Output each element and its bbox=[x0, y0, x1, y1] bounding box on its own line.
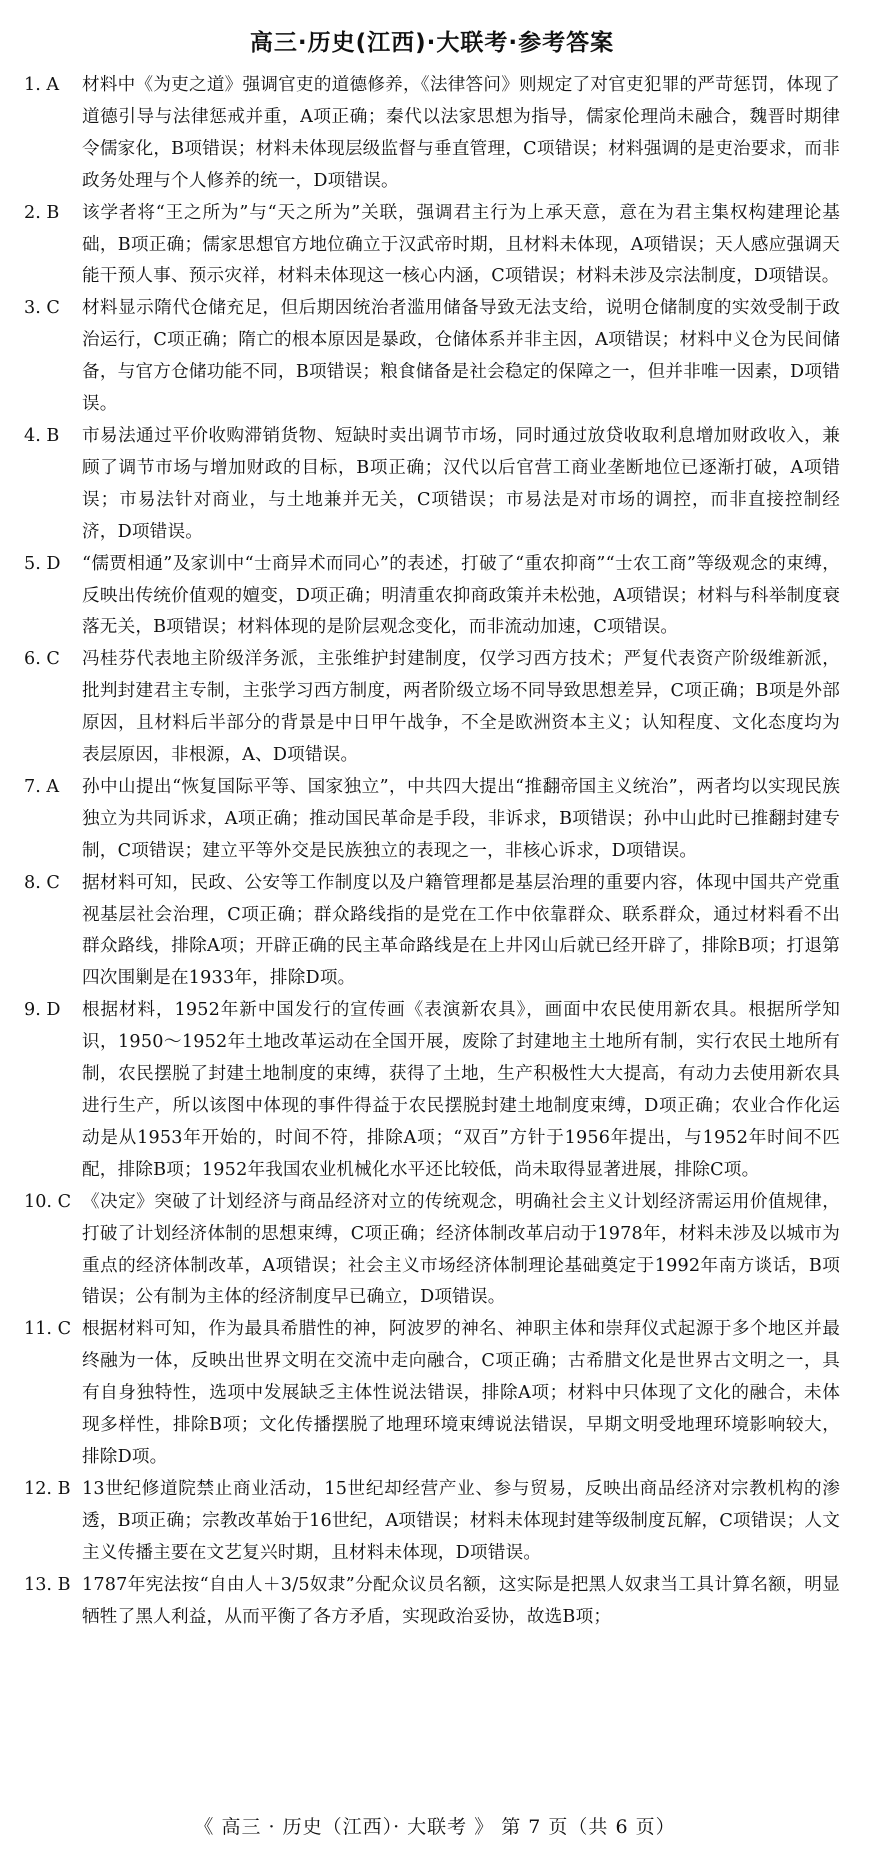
page-footer: 《 高三 · 历史（江西）· 大联考 》 第 7 页（共 6 页） bbox=[194, 1816, 676, 1838]
answer-label: 2. B bbox=[24, 202, 60, 223]
answer-label: 7. A bbox=[24, 776, 60, 797]
answer-label: 3. C bbox=[24, 298, 60, 319]
answer-item-12 bbox=[24, 1474, 840, 1570]
answer-explanation: 该学者将“王之所为”与“天之所为”关联，强调君主行为上承天意，意在为君主集权构建理论基础，B项正确；儒家思想官方地位确立于汉武帝时期，且材料未体现，A项错误；天人感应强调天能干预人事、预示灾祥，材料未体现这一核心内涵，C项错误；材料未涉及宗法制度，D项错误。 bbox=[82, 202, 840, 287]
answer-item-3 bbox=[24, 293, 840, 421]
answer-item-1 bbox=[24, 70, 840, 198]
answer-label: 8. C bbox=[24, 872, 60, 893]
answer-explanation: “儒贾相通”及家训中“士商异术而同心”的表述，打破了“重农抑商”“士农工商”等级观念的束缚，反映出传统价值观的嬗变，D项正确；明清重农抑商政策并未松弛，A项错误；材料与科举制度衰落无关，B项错误；材料体现的是阶层观念变化，而非流动加速，C项错误。 bbox=[82, 553, 840, 638]
page-title: 高三·历史(江西)·大联考·参考答案 bbox=[249, 30, 615, 56]
answer-item-10 bbox=[24, 1187, 840, 1315]
answer-list bbox=[24, 70, 840, 1633]
answer-explanation: 根据材料可知，作为最具希腊性的神，阿波罗的神名、神职主体和崇拜仪式起源于多个地区并最终融为一体，反映出世界文明在交流中走向融合，C项正确；古希腊文化是世界古文明之一，具有自身独特性，选项中发展缺乏主体性说法错误，排除A项；材料中只体现了文化的融合，未体现多样性，排除B项；文化传播摆脱了地理环境束缚说法错误，早期文明受地理环境影响较大，排除D项。 bbox=[82, 1319, 840, 1467]
answer-explanation: 《决定》突破了计划经济与商品经济对立的传统观念，明确社会主义计划经济需运用价值规律，打破了计划经济体制的思想束缚，C项正确；经济体制改革启动于1978年，材料未涉及以城市为重点的经济体制改革，A项错误；社会主义市场经济体制理论基础奠定于1992年南方谈话，B项错误；公有制为主体的经济制度早已确立，D项错误。 bbox=[82, 1191, 840, 1308]
answer-label: 12. B bbox=[24, 1478, 71, 1499]
answer-item-13 bbox=[24, 1570, 840, 1634]
answer-item-11 bbox=[24, 1314, 840, 1474]
answer-explanation: 根据材料，1952年新中国发行的宣传画《表演新农具》，画面中农民使用新农具。根据所学知识，1950～1952年土地改革运动在全国开展，废除了封建地主土地所有制，实行农民土地所有制，农民摆脱了封建土地制度的束缚，获得了土地，生产积极性大大提高，有动力去使用新农具进行生产，所以该图中体现的事件得益于农民摆脱封建土地制度束缚，D项正确；农业合作化运动是从1953年开始的，时间不符，排除A项；“双百”方针于1956年提出，与1952年时间不匹配，排除B项；1952年我国农业机械化水平还比较低，尚未取得显著进展，排除C项。 bbox=[82, 1000, 840, 1180]
answer-item-4 bbox=[24, 421, 840, 549]
answer-item-6 bbox=[24, 644, 840, 772]
answer-item-9 bbox=[24, 995, 840, 1186]
answer-item-2 bbox=[24, 198, 840, 294]
answer-label: 1. A bbox=[24, 75, 60, 95]
answer-label: 13. B bbox=[24, 1574, 71, 1595]
answer-label: 4. B bbox=[24, 425, 60, 446]
answer-item-7 bbox=[24, 772, 840, 868]
answer-label: 10. C bbox=[24, 1191, 72, 1212]
answer-explanation: 孙中山提出“恢复国际平等、国家独立”，中共四大提出“推翻帝国主义统治”，两者均以实现民族独立为共同诉求，A项正确；推动国民革命是手段，非诉求，B项错误；孙中山此时已推翻封建专制，C项错误；建立平等外交是民族独立的表现之一，非核心诉求，D项错误。 bbox=[82, 776, 840, 861]
answer-explanation: 市易法通过平价收购滞销货物、短缺时卖出调节市场，同时通过放贷收取利息增加财政收入，兼顾了调节市场与增加财政的目标，B项正确；汉代以后官营工商业垄断地位已逐渐打破，A项错误；市易法针对商业，与土地兼并无关，C项错误；市易法是对市场的调控，而非直接控制经济，D项错误。 bbox=[82, 425, 840, 542]
answer-label: 5. D bbox=[24, 553, 61, 574]
answer-label: 6. C bbox=[24, 649, 60, 670]
answer-label: 11. C bbox=[24, 1319, 72, 1340]
answer-explanation: 冯桂芬代表地主阶级洋务派，主张维护封建制度，仅学习西方技术；严复代表资产阶级维新派，批判封建君主专制，主张学习西方制度，两者阶级立场不同导致思想差异，C项正确；B项是外部原因，且材料后半部分的背景是中日甲午战争，不全是欧洲资本主义；认知程度、文化态度均为表层原因，非根源，A、D项错误。 bbox=[82, 649, 840, 766]
answer-explanation: 材料中《为吏之道》强调官吏的道德修养，《法律答问》则规定了对官吏犯罪的严苛惩罚，体现了道德引导与法律惩戒并重，A项正确；秦代以法家思想为指导，儒家伦理尚未融合，魏晋时期律令儒家化，B项错误；材料未体现层级监督与垂直管理，C项错误；材料强调的是吏治要求，而非政务处理与个人修养的统一，D项错误。 bbox=[82, 75, 840, 191]
answer-explanation: 据材料可知，民政、公安等工作制度以及户籍管理都是基层治理的重要内容，体现中国共产党重视基层社会治理，C项正确；群众路线指的是党在工作中依靠群众、联系群众，通过材料看不出群众路线，排除A项；开辟正确的民主革命路线是在上井冈山后就已经开辟了，排除B项；打退第四次围剿是在1933年，排除D项。 bbox=[82, 872, 840, 989]
answer-explanation: 13世纪修道院禁止商业活动，15世纪却经营产业、参与贸易，反映出商品经济对宗教机构的渗透，B项正确；宗教改革始于16世纪，A项错误；材料未体现封建等级制度瓦解，C项错误；人文主义传播主要在文艺复兴时期，且材料未体现，D项错误。 bbox=[82, 1478, 840, 1563]
answer-item-8 bbox=[24, 868, 840, 996]
answer-item-5 bbox=[24, 549, 840, 645]
answer-explanation: 1787年宪法按“自由人＋3/5奴隶”分配众议员名额，这实际是把黑人奴隶当工具计算名额，明显牺牲了黑人利益，从而平衡了各方矛盾，实现政治妥协，故选B项； bbox=[82, 1574, 840, 1627]
answer-label: 9. D bbox=[24, 1000, 61, 1021]
answer-explanation: 材料显示隋代仓储充足，但后期因统治者滥用储备导致无法支给，说明仓储制度的实效受制于政治运行，C项正确；隋亡的根本原因是暴政，仓储体系并非主因，A项错误；材料中义仓为民间储备，与官方仓储功能不同，B项错误；粮食储备是社会稳定的保障之一，但并非唯一因素，D项错误。 bbox=[82, 298, 840, 415]
